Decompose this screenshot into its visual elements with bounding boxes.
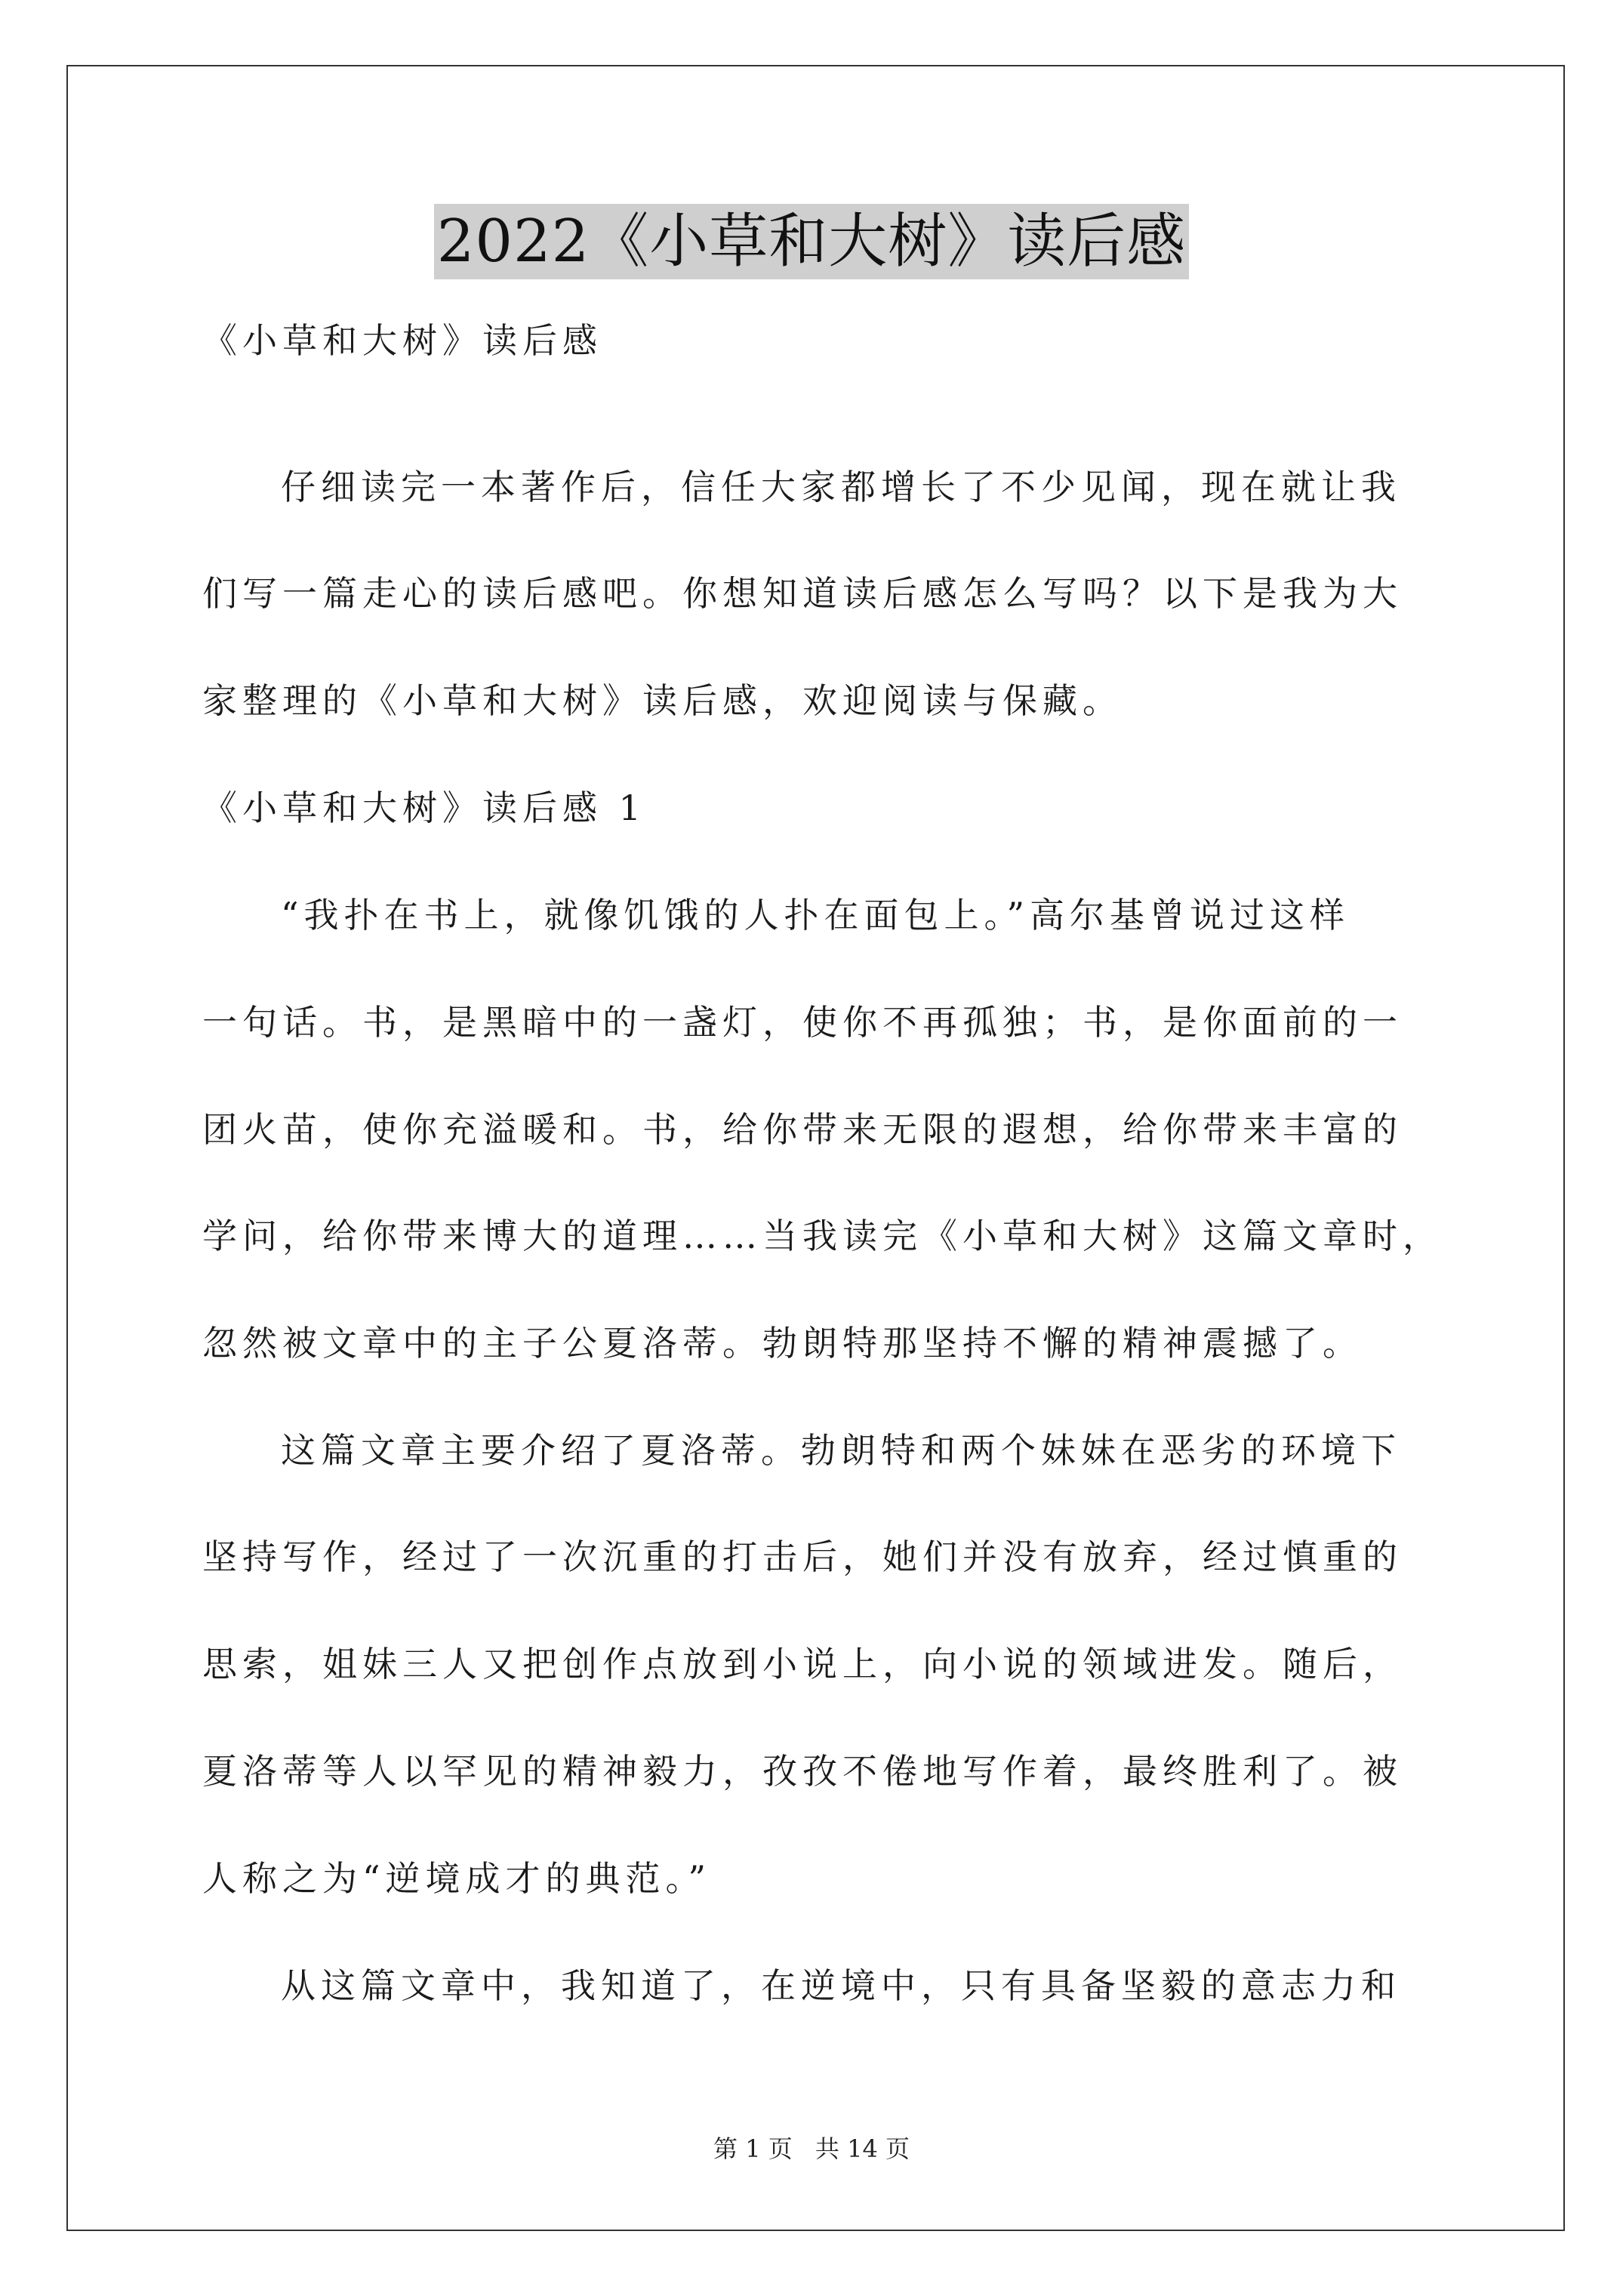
paragraph-line: 这篇文章主要介绍了夏洛蒂。勃朗特和两个妹妹在恶劣的环境下 [281, 1430, 1401, 1471]
title-wrapper [0, 204, 1623, 279]
subheading: 《小草和大树》读后感 [202, 320, 602, 361]
paragraph-line: 思索，姐妹三人又把创作点放到小说上，向小说的领域进发。随后， [202, 1644, 1403, 1684]
paragraph-line: 从这篇文章中，我知道了，在逆境中，只有具备坚毅的意志力和 [281, 1965, 1401, 2006]
paragraph-line: 学问，给你带来博大的道理……当我读完《小草和大树》这篇文章时， [202, 1216, 1443, 1256]
paragraph-line: 团火苗，使你充溢暖和。书，给你带来无限的遐想，给你带来丰富的 [202, 1109, 1403, 1150]
document-title: 2022《小草和大树》读后感 [434, 204, 1190, 279]
page-total: 共 14 页 [815, 2134, 910, 2163]
page-footer [0, 2134, 1623, 2164]
intro-line: 仔细读完一本著作后，信任大家都增长了不少见闻，现在就让我 [281, 467, 1401, 507]
paragraph-line: 人称之为“逆境成才的典范。” [202, 1858, 712, 1899]
intro-line: 家整理的《小草和大树》读后感，欢迎阅读与保藏。 [202, 680, 1123, 721]
paragraph-line: 忽然被文章中的主子公夏洛蒂。勃朗特那坚持不懈的精神震撼了。 [202, 1323, 1363, 1364]
paragraph-line: 坚持写作，经过了一次沉重的打击后，她们并没有放弃，经过慎重的 [202, 1536, 1403, 1577]
paragraph-line: 一句话。书，是黑暗中的一盏灯，使你不再孤独；书，是你面前的一 [202, 1002, 1403, 1043]
paragraph-line: “我扑在书上，就像饥饿的人扑在面包上。”高尔基曾说过这样 [281, 895, 1350, 935]
paragraph-line: 夏洛蒂等人以罕见的精神毅力，孜孜不倦地写作着，最终胜利了。被 [202, 1751, 1403, 1792]
page-number: 第 1 页 [713, 2134, 793, 2163]
section-heading: 《小草和大树》读后感 1 [202, 787, 646, 828]
intro-line: 们写一篇走心的读后感吧。你想知道读后感怎么写吗？以下是我为大 [202, 573, 1403, 614]
